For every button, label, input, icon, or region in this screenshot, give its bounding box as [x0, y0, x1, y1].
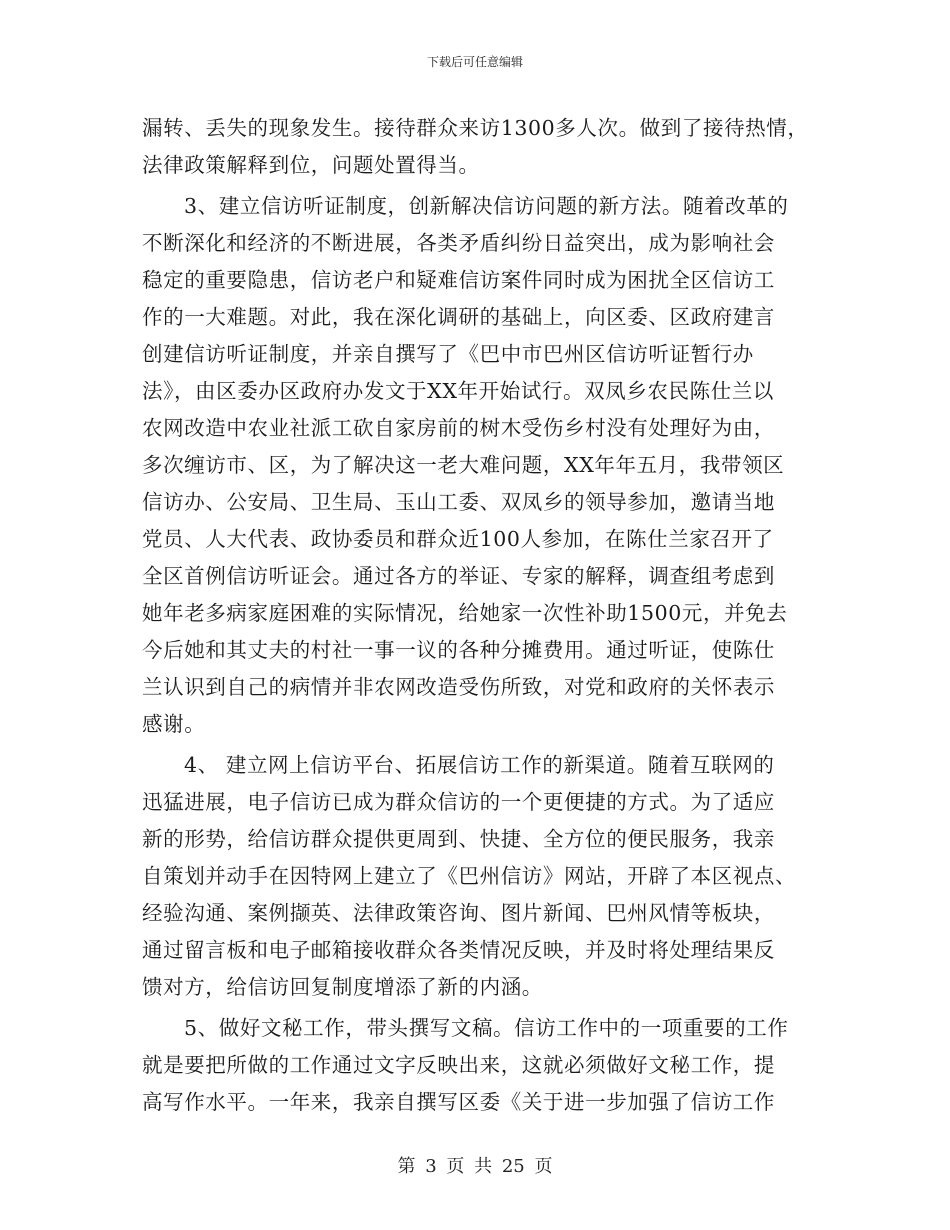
page-number-footer: 第 3 页 共 25 页 — [397, 1156, 553, 1177]
body-line: 今后她和其丈夫的村社一事一议的各种分摊费用。通过听证，使陈仕 — [142, 638, 775, 662]
body-line: 通过留言板和电子邮箱接收群众各类情况反映，并及时将处理结果反 — [142, 938, 775, 962]
body-line: 高写作水平。一年来，我亲自撰写区委《关于进一步加强了信访工作 — [142, 1090, 775, 1114]
body-line: 创建信访听证制度，并亲自撰写了《巴中市巴州区信访听证暂行办 — [142, 342, 754, 366]
body-line: 党员、人大代表、政协委员和群众近100人参加，在陈仕兰家召开了 — [142, 527, 774, 551]
body-line: 新的形势，给信访群众提供更周到、快捷、全方位的便民服务，我亲 — [142, 827, 775, 851]
body-line: 信访办、公安局、卫生局、玉山工委、双凤乡的领导参加，邀请当地 — [142, 490, 775, 514]
paragraph-5-start: 5、做好文秘工作，带头撰写文稿。信访工作中的一项重要的工作 — [184, 1016, 789, 1040]
page-header-note: 下载后可任意编辑 — [426, 55, 523, 69]
body-line: 稳定的重要隐患，信访老户和疑难信访案件同时成为困扰全区信访工 — [142, 268, 775, 292]
body-line: 就是要把所做的工作通过文字反映出来，这就必须做好文秘工作，提 — [142, 1053, 775, 1077]
body-line: 漏转、丢失的现象发生。接待群众来访1300多人次。做到了接待热情， — [142, 116, 809, 140]
body-line: 感谢。 — [142, 712, 206, 736]
body-line: 全区首例信访听证会。通过各方的举证、专家的解释，调查组考虑到 — [142, 564, 775, 588]
paragraph-4-start: 4、 建立网上信访平台、拓展信访工作的新渠道。随着互联网的 — [184, 753, 775, 777]
body-line: 多次缠访市、区，为了解决这一老大难问题，XX年年五月，我带领区 — [142, 453, 785, 477]
body-line: 自策划并动手在因特网上建立了《巴州信访》网站，开辟了本区视点、 — [142, 864, 797, 888]
body-line: 农网改造中农业社派工砍自家房前的树木受伤乡村没有处理好为由， — [142, 416, 775, 440]
body-line: 迅猛进展，电子信访已成为群众信访的一个更便捷的方式。为了适应 — [142, 790, 775, 814]
body-line: 不断深化和经济的不断进展，各类矛盾纠纷日益突出，成为影响社会 — [142, 231, 775, 255]
body-line: 法律政策解释到位，问题处置得当。 — [142, 153, 480, 177]
document-body — [142, 110, 812, 1121]
body-line: 法》，由区委办区政府办发文于XX年开始试行。双凤乡农民陈仕兰以 — [142, 379, 775, 403]
paragraph-3-start: 3、建立信访听证制度，创新解决信访问题的新方法。随着改革的 — [184, 194, 789, 218]
body-line: 作的一大难题。对此，我在深化调研的基础上，向区委、区政府建言 — [142, 305, 775, 329]
body-line: 她年老多病家庭困难的实际情况，给她家一次性补助1500元，并免去 — [142, 601, 788, 625]
body-line: 馈对方，给信访回复制度增添了新的内涵。 — [142, 975, 543, 999]
body-line: 经验沟通、案例撷英、法律政策咨询、图片新闻、巴州风情等板块， — [142, 901, 775, 925]
body-line: 兰认识到自己的病情并非农网改造受伤所致，对党和政府的关怀表示 — [142, 675, 775, 699]
